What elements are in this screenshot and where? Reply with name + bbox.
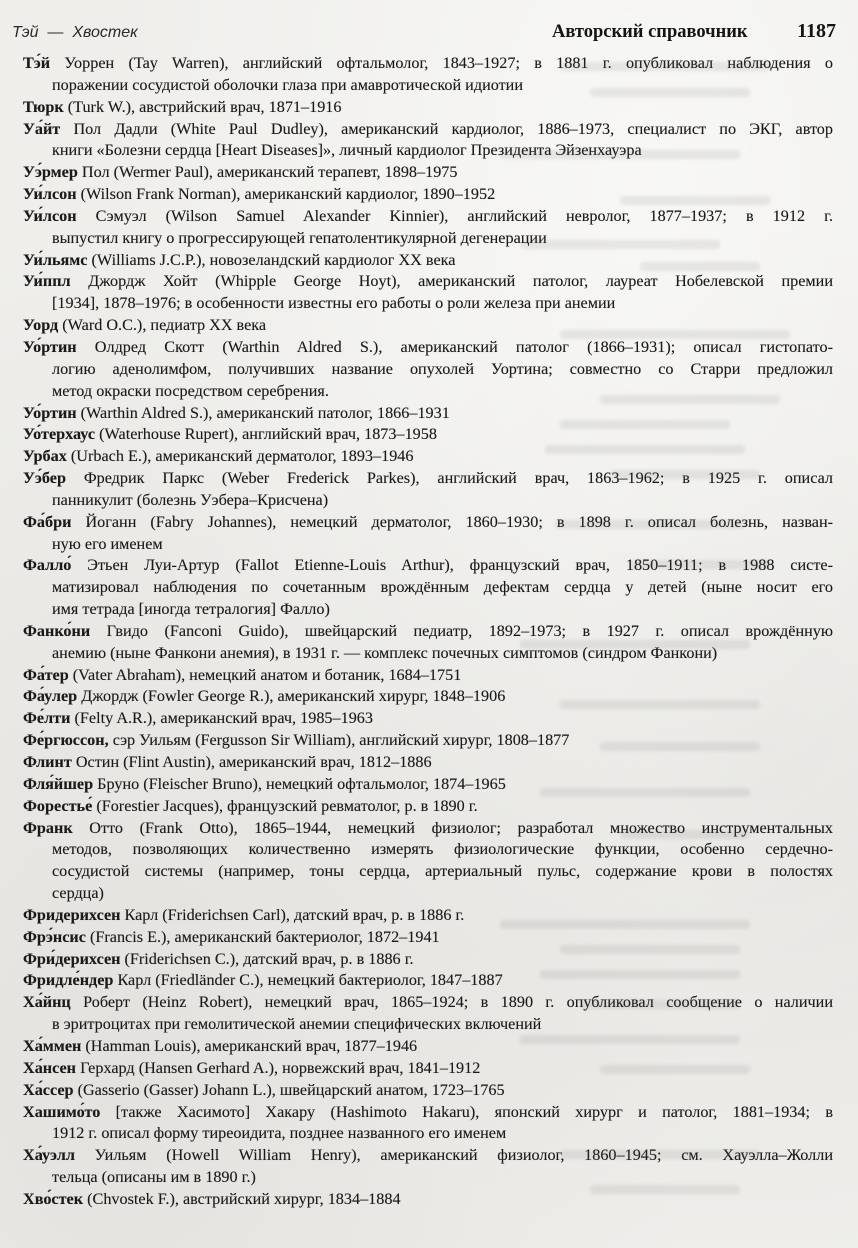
entry [23,818,833,905]
entry-headword: Форестье́ [23,796,93,815]
entry-line: ную его именем [52,534,163,553]
entry-line: панникулит (болезнь Уэбера–Крисчена) [52,490,329,509]
entry [23,446,833,468]
entry-headword: Уорд [23,316,59,335]
entry [23,686,833,708]
entry [23,949,833,971]
entry-line: Ха́ссер (Gasserio (Gasser) Johann L.), швейцарский анатом, 1723–1765 [23,1080,505,1099]
entry [23,555,833,621]
entry [23,315,833,337]
entry-line: Фа́улер Джордж (Fowler George R.), американский хирург, 1848–1906 [23,687,506,706]
entry-headword: Фридерихсен [23,905,121,924]
entry-line: Уи́лсон (Wilson Frank Norman), американский кардиолог, 1890–1952 [23,185,496,204]
entry [23,206,833,250]
entry-line: Уорд (Ward O.C.), педиатр XX века [23,316,267,335]
running-title-range: Тэй — Хвостек [12,24,138,41]
entry-line: Фанко́ни Гвидо (Fanconi Guido), швейцарский педиатр, 1892–1973; в 1927 г. описал врождённую [23,621,833,640]
entry-line: Фридле́ндер Карл (Friedländer C.), немецкий бактериолог, 1847–1887 [23,971,503,990]
entry-line: Тэ́й Уоррен (Tay Warren), английский офтальмолог, 1843–1927; в 1881 г. опубликовал наблюдения о [23,54,833,72]
entry-line: Фа́тер (Vater Abraham), немецкий анатом и ботаник, 1684–1751 [23,665,462,684]
entry [23,1036,833,1058]
entry-headword: Фа́улер [23,687,78,706]
entry [23,424,833,446]
entry-headword: Уи́льямс [23,250,88,269]
entry-headword: Фа́бри [23,512,72,531]
entry-line: Фе́лти (Felty A.R.), американский врач, 1985–1963 [23,709,373,728]
entry-line: Франк Отто (Frank Otto), 1865–1944, немецкий физиолог; разработал множество инструментальных [23,818,833,837]
entry-headword: Хво́стек [23,1189,84,1208]
entry [23,621,833,665]
entry-line: метод окраски посредством серебрения. [52,381,329,400]
entry-headword: Фля́йшер [23,774,94,793]
running-title-book: Авторский справочник [552,22,748,42]
entry-line: Фля́йшер Бруно (Fleischer Bruno), немецкий офтальмолог, 1874–1965 [23,774,506,793]
entry-headword: Уэ́рмер [23,163,78,182]
entry-headword: Урбах [23,447,67,466]
entry [23,1102,833,1146]
entry-line: Тюрк (Turk W.), австрийский врач, 1871–1916 [23,97,342,116]
entry-line: Уо́ртин Олдред Скотт (Warthin Aldred S.), американский патолог (1866–1931); описал гистопато- [23,337,833,356]
entry [23,337,833,403]
entry [23,927,833,949]
entry-line: Форестье́ (Forestier Jacques), французский ревматолог, р. в 1890 г. [23,796,478,815]
entry [23,774,833,796]
entry-line: тельца (описаны им в 1890 г.) [52,1168,256,1187]
entry-headword: Ха́ммен [23,1036,82,1055]
entry-line: книги «Болезни сердца [Heart Diseases]», личный кардиолог Президента Эйзенхауэра [52,141,642,160]
entry [23,752,833,774]
entry [23,53,833,97]
entry [23,403,833,425]
entry-line: матизировал наблюдения по сочетанным врождённым дефектам сердца у детей (ныне носит его [52,578,833,597]
entry-line: Фа́бри Йоганн (Fabry Johannes), немецкий дерматолог, 1860–1930; в 1898 г. описал болезнь, назван- [23,512,833,531]
entry-line: Фридерихсен Карл (Friderichsen Carl), датский врач, р. в 1886 г. [23,905,465,924]
entry-headword: Уи́ппл [23,272,71,291]
entry-line: Уи́льямс (Williams J.C.P.), новозеландский кардиолог XX века [23,250,456,269]
entry-line: сосудистой системы (например, тоны сердца, артериальный пульс, содержание крови в полостях [52,862,833,881]
entry [23,184,833,206]
entry-headword: Флинт [23,753,72,771]
entry [23,905,833,927]
entry-headword: Уэ́бер [23,469,66,488]
entry-line: Флинт Остин (Flint Austin), американский врач, 1812–1886 [23,753,432,771]
entry-line: сердца) [52,884,104,903]
entry-line: Ха́нсен Герхард (Hansen Gerhard A.), норвежский врач, 1841–1912 [23,1058,481,1077]
entry [23,1145,833,1189]
entry-line: Уи́лсон Сэмуэл (Wilson Samuel Alexander Kinnier), английский невролог, 1877–1937; в 1912 г. [23,206,833,225]
entry-line: методов, позволяющих количественно измерять физиологические функции, особенно сердечно- [52,840,833,859]
entry-line: имя тетрада [иногда тетралогия] Фалло) [52,600,330,619]
page-number: 1187 [797,20,836,42]
entry-line: в эритроцитах при гемолитической анемии специфических включений [52,1015,542,1034]
entry-headword: Фрэ́нсис [23,927,86,946]
entry [23,970,833,992]
entry [23,512,833,556]
entry-line: Фрэ́нсис (Francis E.), американский бактериолог, 1872–1941 [23,927,440,946]
entry-headword: Уи́лсон [23,206,77,225]
entry-line: [1934], 1878–1976; в особенности известны его работы о роли железа при анемии [52,294,616,313]
entry [23,97,833,119]
entry-line: Уа́йт Пол Дадли (White Paul Dudley), американский кардиолог, 1886–1973, специалист по ЭКГ, автор [23,119,833,138]
entry-headword: Ха́йнц [23,993,71,1012]
entry-headword: Уа́йт [23,119,61,138]
entry [23,796,833,818]
entry-line: Фе́ргюссон, сэр Уильям (Fergusson Sir William), английский хирург, 1808–1877 [23,731,570,750]
entry [23,665,833,687]
entry-line: Хашимо́то [также Хасимото] Хакару (Hashimoto Hakaru), японский хирург и патолог, 1881–1934; в [23,1102,833,1121]
entry-line: анемию (ныне Фанкони анемия), в 1931 г. — комплекс почечных симптомов (синдром Фанкони) [52,643,718,662]
entry-headword: Фе́ргюссон, [23,731,109,750]
entry [23,730,833,752]
entry-line: Уо́терхаус (Waterhouse Rupert), английский врач, 1873–1958 [23,425,437,444]
entry-headword: Хашимо́то [23,1102,101,1121]
entry [23,271,833,315]
entry [23,1080,833,1102]
entry-line: Уэ́бер Фредрик Паркс (Weber Frederick Parkes), английский врач, 1863–1962; в 1925 г. описал [23,469,833,488]
entry-line: Урбах (Urbach E.), американский дерматолог, 1893–1946 [23,447,414,466]
entry-line: Уэ́рмер Пол (Wermer Paul), американский терапевт, 1898–1975 [23,163,458,182]
entry [23,468,833,512]
entry [23,708,833,730]
entry [23,162,833,184]
entry-line: Ха́йнц Роберт (Heinz Robert), немецкий врач, 1865–1924; в 1890 г. опубликовал сообщение о наличии [23,993,833,1012]
entry-line: Уо́ртин (Warthin Aldred S.), американский патолог, 1866–1931 [23,403,450,422]
entry-headword: Уо́терхаус [23,425,96,444]
entry-line: выпустил книгу о прогрессирующей гепатолентикулярной дегенерации [52,228,547,247]
entry-headword: Уи́лсон [23,185,77,204]
entry-line: Ха́ммен (Hamman Louis), американский врач, 1877–1946 [23,1036,418,1055]
entry-line: 1912 г. описал форму тиреоидита, позднее названного его именем [52,1124,507,1143]
entry-headword: Уо́ртин [23,337,77,356]
entry-headword: Фе́лти [23,709,71,728]
entry-line: Уи́ппл Джордж Хойт (Whipple George Hoyt), американский патолог, лауреат Нобелевской премии [23,272,833,291]
entry-line: Хво́стек (Chvostek F.), австрийский хирург, 1834–1884 [23,1189,401,1208]
entries [23,53,833,1228]
entry-headword: Тюрк [23,97,64,116]
entry [23,250,833,272]
entry-headword: Фридле́ндер [23,971,114,990]
entry-line: Ха́уэлл Уильям (Howell William Henry), американский физиолог, 1860–1945; см. Хауэлла–Жолли [23,1146,833,1165]
entry-line: поражении сосудистой оболочки глаза при амавротической идиотии [52,75,524,94]
entry [23,1189,833,1211]
entry-line: Фалло́ Этьен Луи-Артур (Fallot Etienne-Louis Arthur), французский врач, 1850–1911; в 1988 систе- [23,556,833,575]
entry [23,1058,833,1080]
entry [23,119,833,163]
entry-headword: Уо́ртин [23,403,77,422]
entry-headword: Ха́уэлл [23,1146,75,1165]
entry-line: логию аденолимфом, получивших название опухолей Уортина; совместно со Старри предложил [52,359,833,378]
entry-headword: Ха́нсен [23,1058,77,1077]
entry-line: Фри́дерихсен (Friderichsen C.), датский врач, р. в 1886 г. [23,949,414,968]
entry-headword: Франк [23,818,73,837]
entry-headword: Фа́тер [23,665,69,684]
entry-headword: Фри́дерихсен [23,949,121,968]
entry-headword: Фалло́ [23,556,72,575]
entry-headword: Тэ́й [23,54,51,72]
entry [23,992,833,1036]
entry-headword: Фанко́ни [23,621,91,640]
entry-headword: Ха́ссер [23,1080,74,1099]
